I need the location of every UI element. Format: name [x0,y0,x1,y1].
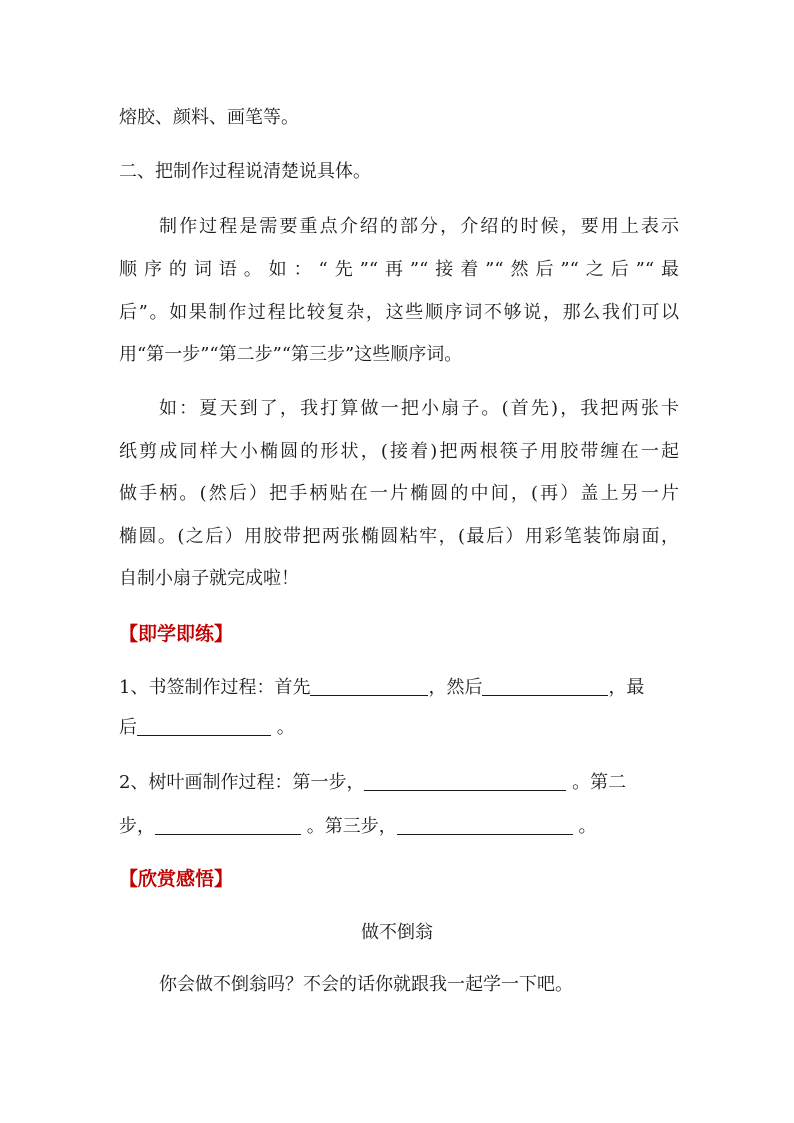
question-1-line-2 [119,716,679,740]
appreciation-heading: 【欣赏感悟】 [119,868,234,890]
section-heading: 二、把制作过程说清楚说具体。 [119,161,371,182]
article-opening: 你会做不倒翁吗？不会的话你就跟我一起学一下吧。 [159,974,573,995]
question-2-end: 。 [572,816,597,837]
question-2-prefix: 2、树叶画制作过程：第一步， [119,772,365,793]
question-1-line2-prefix: 后 [119,717,137,738]
question-1-line-1 [119,676,679,700]
question-2-line2-prefix: 步， [119,816,155,837]
paragraph-line: 如：夏天到了，我打算做一把小扇子。(首先)，我把两张卡 [159,398,679,419]
materials-line: 熔胶、颜料、画笔等。 [119,107,299,128]
question-1-end: 。 [271,717,295,738]
answer-blank[interactable] [310,677,428,696]
paragraph-line: 顺序的词语。如：“先”“再”“接着”“然后”“之后”“最 [119,259,679,280]
answer-blank[interactable] [137,717,271,736]
answer-blank[interactable] [364,772,566,791]
paragraph-line: 做手柄。(然后）把手柄贴在一片椭圆的中间，(再）盖上另一片 [119,483,679,504]
paragraph-line: 自制小扇子就完成啦！ [119,568,299,589]
question-1-prefix: 1、书签制作过程：首先 [119,677,311,698]
answer-blank[interactable] [397,816,573,835]
paragraph-line: 纸剪成同样大小椭圆的形状，(接着)把两根筷子用胶带缠在一起 [119,441,679,462]
paragraph-line: 椭圆。(之后）用胶带把两张椭圆粘牢，(最后）用彩笔装饰扇面， [119,526,679,547]
question-2-line-1 [119,771,679,795]
article-title: 做不倒翁 [361,922,433,943]
paragraph-line: 后”。如果制作过程比较复杂，这些顺序词不够说，那么我们可以 [119,302,679,323]
question-2-mid: 。第三步， [301,816,397,837]
question-1-mid: ，最 [608,677,645,698]
question-2-mid: 。第二 [566,772,627,793]
question-2-line-2 [119,815,679,839]
answer-blank[interactable] [482,677,608,696]
paragraph-line: 用“第一步”“第二步”“第三步”这些顺序词。 [119,344,463,365]
question-1-mid: ，然后 [428,677,483,698]
practice-heading: 【即学即练】 [119,623,234,645]
answer-blank[interactable] [155,816,301,835]
paragraph-line: 制作过程是需要重点介绍的部分，介绍的时候，要用上表示 [159,216,679,237]
